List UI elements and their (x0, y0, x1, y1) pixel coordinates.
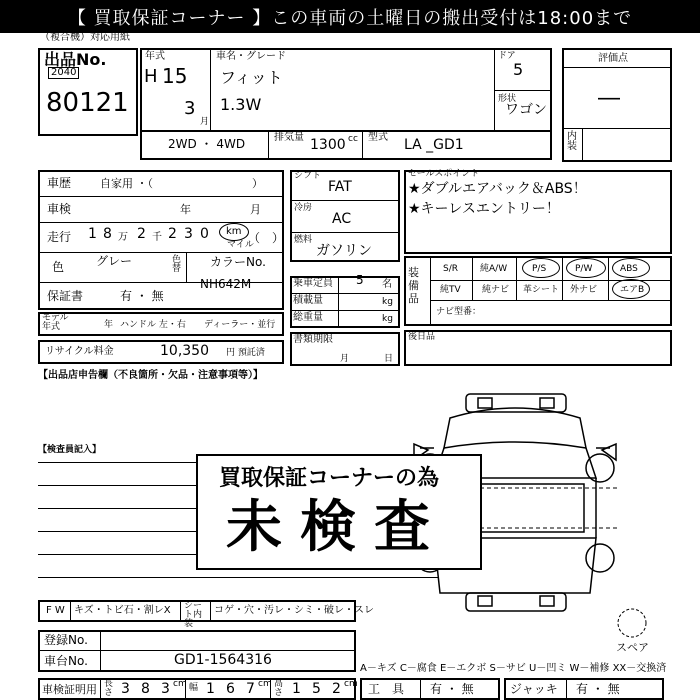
equip-navi: 純ナビ (482, 285, 510, 295)
delivery-box (404, 330, 672, 366)
capacity-label: 乗車定員 (293, 278, 333, 289)
cert-label: 車検証明用 (42, 683, 97, 696)
doors-value: 5 (513, 60, 524, 79)
mileage-d1: 1 (88, 226, 97, 242)
tools-label: 工 具 (368, 682, 405, 696)
load-label: 積載量 (293, 295, 323, 306)
doc-expiry-month: 月 (340, 354, 350, 364)
weight-unit: kg (382, 314, 393, 324)
jack-label: ジャッキ (510, 682, 558, 696)
equip-ext-navi: 外ナビ (570, 285, 598, 295)
equip-pw: P/W (575, 264, 593, 274)
shape-label: 形状 (498, 94, 517, 104)
form-type: （複合機）対応用紙 (40, 32, 130, 43)
recycle-label: リサイクル料金 (45, 346, 114, 357)
capacity-value: 5 (356, 273, 364, 287)
score-value: ― (598, 86, 620, 111)
mile-unit: マイル (227, 240, 254, 250)
shift-value: FAT (328, 179, 352, 195)
ac-value: AC (332, 211, 352, 227)
doc-expiry-label: 書類期限 (293, 334, 333, 345)
color-label: 色 (52, 260, 65, 274)
ac-label: 冷房 (294, 203, 313, 213)
wid-d1: 1 (206, 681, 215, 697)
color-code-label: カラーNo. (210, 255, 266, 269)
wid-label: 幅 (189, 683, 199, 693)
history-label: 車歴 (47, 176, 72, 190)
color-value: グレー (96, 254, 133, 268)
score-label: 評価点 (598, 53, 628, 64)
dealer-value: ディーラー・並行 (204, 320, 276, 330)
hei-label: 高さ (274, 679, 284, 698)
hei-d2: 5 (312, 681, 321, 697)
damage-legend: A－キズ C－腐食 E－エクボ S－サビ U－凹ミ W－補修 XX－交換済 (360, 663, 667, 674)
equipment-label: 装備品 (408, 266, 419, 306)
doc-expiry-day: 日 (384, 354, 394, 364)
model-value: LA _GD1 (404, 137, 464, 153)
navi-model-label: ナビ型番： (436, 307, 482, 317)
lot-label: 出品No. (44, 50, 107, 69)
seat-label: シート内装 (184, 601, 203, 629)
mileage-man: 万 (118, 232, 128, 243)
shape-value: ワゴン (505, 102, 547, 118)
mileage-sen: 千 (152, 232, 162, 243)
model-label: 型式 (368, 132, 388, 143)
cc-unit: cc (348, 134, 358, 144)
fw-label: F W (46, 605, 65, 616)
len-d1: 3 (121, 681, 130, 697)
model-change-label: モデル年式 (42, 313, 69, 332)
displacement-value: 1300 (310, 137, 346, 153)
len-label: 長さ (104, 679, 114, 698)
equip-aw: 純A/W (480, 264, 508, 274)
sales-point-1: ★ダブルエアバック＆ABS！ (408, 181, 587, 197)
sales-points-label: セールスポイント (408, 169, 480, 179)
year-value: 15 (162, 64, 188, 88)
recycle-unit: 円 預託済 (226, 348, 265, 358)
inspection-month: 月 (250, 203, 261, 216)
mileage-paren: （ ） (248, 231, 285, 245)
color-code: NH642M (200, 277, 252, 291)
equip-abs: ABS (620, 264, 638, 274)
warranty-label: 保証書 (47, 289, 84, 303)
lot-year-tag: 2040 (48, 67, 79, 79)
displacement-label: 排気量 (274, 132, 304, 143)
seller-notes-title: 【出品店申告欄（不良箇所・欠品・注意事項等）】 (38, 370, 263, 381)
seat-text: コゲ・穴・汚レ・シミ・破レ・スレ (214, 605, 374, 616)
mileage-d5: 3 (184, 226, 193, 242)
wid-unit: cm (258, 679, 272, 689)
len-d2: 8 (141, 681, 150, 697)
warranty-value: 有 ・ 無 (120, 289, 164, 303)
spare-tire-icon (612, 606, 652, 640)
equip-tv: 純TV (440, 285, 461, 295)
mileage-d4: 2 (168, 226, 177, 242)
color-change-label: 色替 (172, 255, 182, 274)
grade-label: 車名・グレード (216, 51, 286, 62)
hei-unit: cm (344, 679, 358, 689)
stamp-line1: 買取保証コーナーの為 (219, 466, 440, 491)
doors-label: ドア (498, 51, 516, 61)
lot-number: 80121 (46, 88, 129, 118)
model-change-year: 年 (104, 320, 114, 330)
tools-value: 有 ・ 無 (430, 682, 474, 696)
mileage-d3: 2 (137, 226, 146, 242)
inspection-label: 車検 (47, 202, 72, 216)
hei-d1: 1 (292, 681, 301, 697)
mileage-label: 走行 (47, 230, 72, 244)
year-month: 3 (184, 98, 196, 119)
inspector-notes-title: 【検査員記入】 (38, 445, 102, 455)
handle-value: ハンドル 左・右 (120, 320, 186, 330)
len-unit: cm (173, 679, 187, 689)
chassis-label: 車台No. (44, 654, 88, 668)
len-d3: 3 (161, 681, 170, 697)
mileage-d2: 8 (103, 226, 112, 242)
inspection-year: 年 (180, 203, 191, 216)
recycle-value: 10,350 (160, 343, 209, 359)
shift-label: シフト (294, 171, 322, 181)
interior-label: 内装 (567, 131, 577, 152)
month-unit: 月 (200, 117, 210, 127)
capacity-unit: 名 (382, 279, 392, 290)
km-unit: km (226, 226, 242, 237)
equip-sr: S/R (443, 264, 458, 274)
fuel-label: 燃料 (294, 235, 313, 245)
wid-d3: 7 (246, 681, 255, 697)
car-variant: 1.3W (220, 95, 262, 114)
equip-ps: P/S (532, 264, 547, 274)
fuel-value: ガソリン (316, 243, 372, 259)
stamp-line2: 未検査 (226, 495, 448, 560)
drive-value: 2WD ・ 4WD (168, 137, 246, 151)
equip-leather: 革シート (523, 285, 560, 295)
registration-label: 登録No. (44, 633, 88, 647)
weight-label: 総重量 (293, 312, 323, 323)
delivery-label: 後日品 (408, 332, 436, 342)
wid-d2: 6 (226, 681, 235, 697)
fw-text: キズ・トビ石・割レX (74, 605, 171, 616)
year-era: H (144, 66, 158, 87)
spare-label: スペア (616, 641, 649, 654)
load-unit: kg (382, 297, 393, 307)
banner: 【 買取保証コーナー 】この車両の土曜日の搬出受付は18:00まで (0, 0, 700, 33)
equip-airbag: エアB (620, 285, 645, 295)
mileage-d6: 0 (200, 226, 209, 242)
hei-d3: 2 (332, 681, 341, 697)
jack-value: 有 ・ 無 (576, 682, 620, 696)
sales-point-2: ★キーレスエントリー！ (408, 201, 560, 217)
history-value: 自家用 ・（ ） (100, 177, 263, 190)
year-label: 年式 (145, 51, 165, 62)
car-name: フィット (220, 68, 283, 87)
chassis-value: GD1-1564316 (174, 652, 272, 668)
